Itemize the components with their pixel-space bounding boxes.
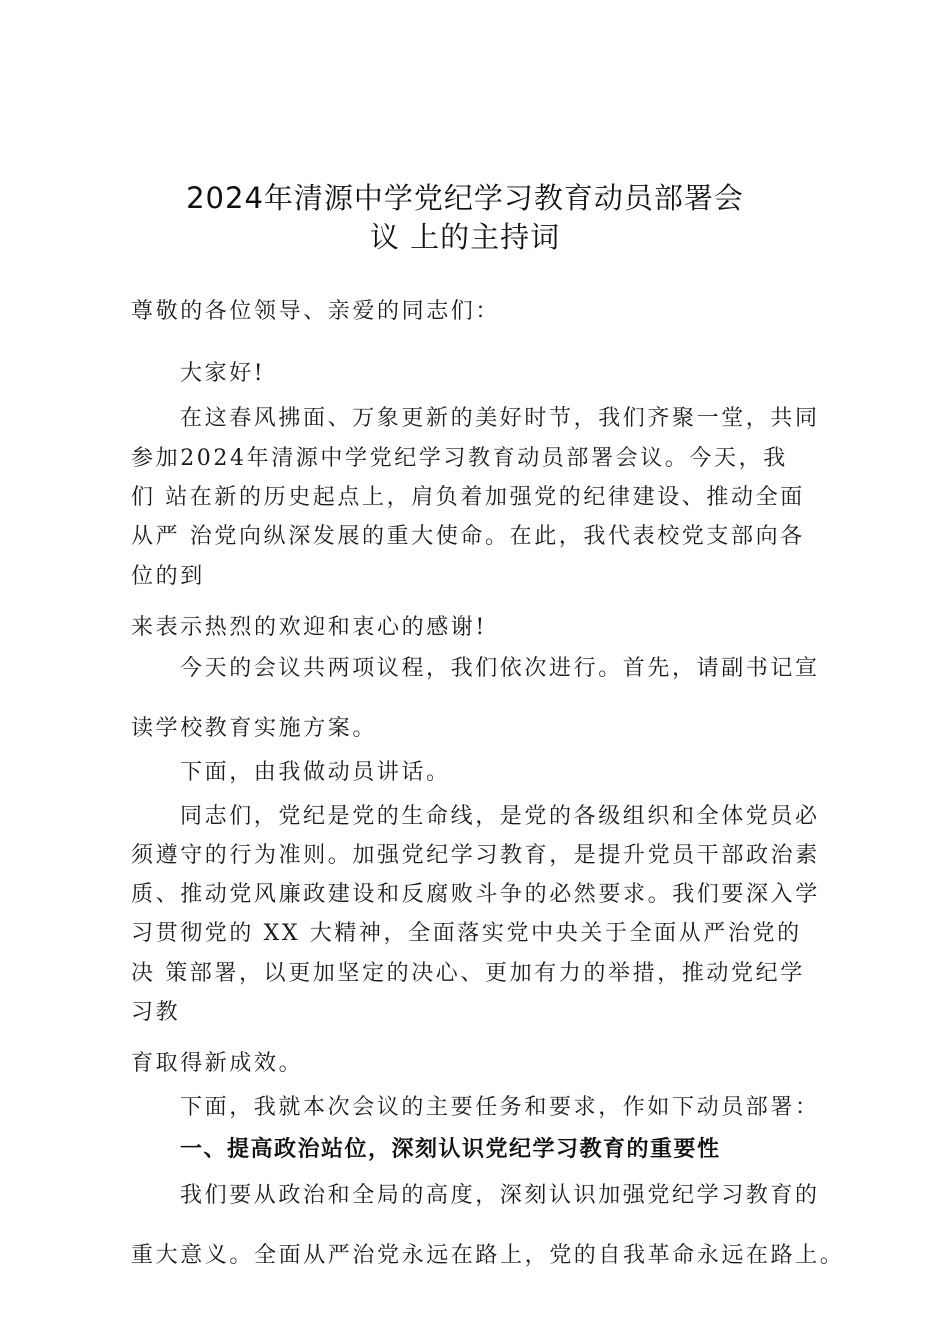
paragraph-line: 习教 xyxy=(131,1000,181,1025)
paragraph-line: 我们要从政治和全局的高度，深刻认识加强党纪学习教育的 xyxy=(180,1183,820,1208)
paragraph-line: 来表示热烈的欢迎和衷心的感谢! xyxy=(131,615,487,640)
paragraph-line: 下面，由我做动员讲话。 xyxy=(180,760,451,785)
paragraph-line: 习贯彻党的 XX 大精神，全面落实党中央关于全面从严治党的 xyxy=(131,921,802,946)
salutation: 尊敬的各位领导、亲爱的同志们： xyxy=(131,299,501,324)
paragraph-line: 决 策部署，以更加坚定的决心、更加有力的举措，推动党纪学 xyxy=(131,961,805,986)
paragraph-line: 重大意义。全面从严治党永远在路上，党的自我革命永远在路上。 xyxy=(131,1243,845,1268)
greeting: 大家好! xyxy=(180,361,266,386)
paragraph-line: 从严 治党向纵深发展的重大使命。在此，我代表校党支部向各 xyxy=(131,524,805,549)
section-heading: 一、提高政治站位，深刻认识党纪学习教育的重要性 xyxy=(180,1137,721,1162)
paragraph-line: 育取得新成效。 xyxy=(131,1051,304,1076)
paragraph-line: 读学校教育实施方案。 xyxy=(131,716,378,741)
paragraph-line: 参加2024年清源中学党纪学习教育动员部署会议。今天，我 xyxy=(131,446,788,471)
paragraph-line: 须遵守的行为准则。加强党纪学习教育，是提升党员干部政治素 xyxy=(131,843,820,868)
document-title-line-1: 2024年清源中学党纪学习教育动员部署会 xyxy=(186,181,744,215)
paragraph-line: 下面，我就本次会议的主要任务和要求，作如下动员部署： xyxy=(180,1095,820,1120)
paragraph-line: 在这春风拂面、万象更新的美好时节，我们齐聚一堂，共同 xyxy=(180,406,820,431)
paragraph-line: 同志们，党纪是党的生命线，是党的各级组织和全体党员必 xyxy=(180,804,820,829)
paragraph-line: 质、推动党风廉政建设和反腐败斗争的必然要求。我们要深入学 xyxy=(131,882,820,907)
paragraph-line: 们 站在新的历史起点上，肩负着加强党的纪律建设、推动全面 xyxy=(131,485,805,510)
paragraph-line: 今天的会议共两项议程，我们依次进行。首先，请副书记宣 xyxy=(180,656,820,681)
document-title-line-2: 议 上的主持词 xyxy=(369,220,561,254)
paragraph-line: 位的到 xyxy=(131,564,205,589)
